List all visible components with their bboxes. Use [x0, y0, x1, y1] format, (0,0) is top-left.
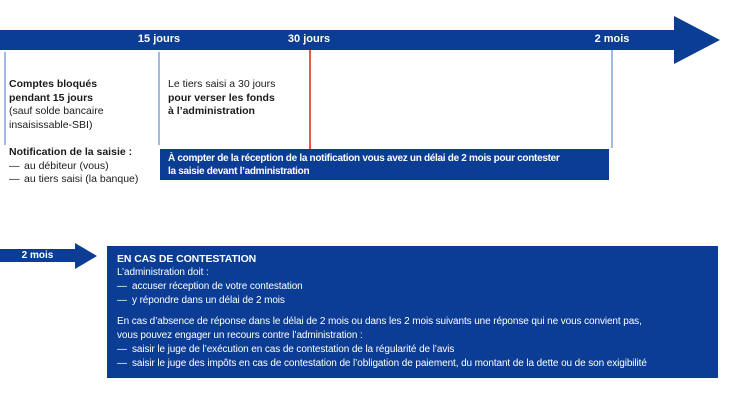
third-party-line: pour verser les fonds	[168, 91, 275, 104]
notification-title: Notification de la saisie :	[9, 146, 133, 158]
tick-label-2-mois: 2 mois	[594, 33, 630, 45]
dash-marker: —	[9, 173, 20, 185]
contestation-box	[107, 246, 718, 378]
contestation-intro: L’administration doit :	[117, 267, 209, 278]
contestation-arrow-bar: 2 mois	[0, 249, 75, 262]
dash-marker: —	[9, 159, 20, 172]
dash-marker: —	[117, 281, 127, 292]
blocked-accounts-text	[9, 78, 104, 132]
tick-line-30-jours-red	[309, 50, 311, 149]
contestation-item	[117, 280, 708, 294]
contestation-item-text: accuser réception de votre contestation	[132, 281, 303, 292]
notification-item	[9, 173, 138, 187]
spacer	[117, 308, 708, 315]
contestation-paragraph-line: vous pouvez engager un recours contre l’administration :	[117, 330, 363, 341]
tick-label-30-jours: 30 jours	[287, 33, 331, 45]
banner-line: À compter de la réception de la notification vous avez un délai de 2 mois pour contester	[168, 153, 560, 164]
third-party-line: à l’administration	[168, 105, 255, 117]
tick-label-15-jours: 15 jours	[137, 33, 181, 45]
contest-deadline-banner	[160, 149, 609, 180]
dash-marker: —	[117, 344, 127, 355]
dash-marker: —	[117, 295, 127, 306]
timeline-arrow-bar	[0, 30, 676, 50]
third-party-text	[168, 78, 275, 119]
recourse-item-text: saisir le juge des impôts en cas de contestation de l’obligation de paiement, du montant de la dette ou de son exigibilité	[132, 358, 647, 369]
tick-line-15-jours	[158, 52, 160, 145]
contestation-item	[117, 294, 708, 308]
dash-marker: —	[117, 358, 127, 369]
contestation-item-text: y répondre dans un délai de 2 mois	[132, 295, 285, 306]
third-party-line: Le tiers saisi a 30 jours	[168, 78, 276, 90]
blocked-accounts-line: Comptes bloqués	[9, 78, 98, 90]
recourse-item-text: saisir le juge de l’exécution en cas de contestation de la régularité de l’avis	[132, 344, 455, 355]
contestation-title: EN CAS DE CONTESTATION	[117, 253, 257, 265]
blocked-accounts-line: pendant 15 jours	[9, 91, 94, 104]
blocked-accounts-line: (sauf solde bancaire	[9, 105, 104, 117]
recourse-item	[117, 357, 708, 371]
notification-item-text: au tiers saisi (la banque)	[24, 173, 139, 185]
notification-block	[9, 146, 138, 187]
contestation-paragraph-line: En cas d’absence de réponse dans le délai de 2 mois ou dans les 2 mois suivants une réponse qui ne vous convient pas,	[117, 316, 642, 327]
notification-item-text: au débiteur (vous)	[24, 159, 109, 172]
timeline-arrow-head-icon	[674, 16, 720, 64]
tick-line-2-mois	[611, 50, 613, 148]
notification-item	[9, 160, 138, 174]
contestation-arrow-head-icon	[75, 243, 97, 269]
tick-line-start	[4, 52, 6, 145]
blocked-accounts-line: insaisissable-SBI)	[9, 118, 93, 131]
banner-line: la saisie devant l’administration	[168, 166, 310, 177]
recourse-item	[117, 343, 708, 357]
